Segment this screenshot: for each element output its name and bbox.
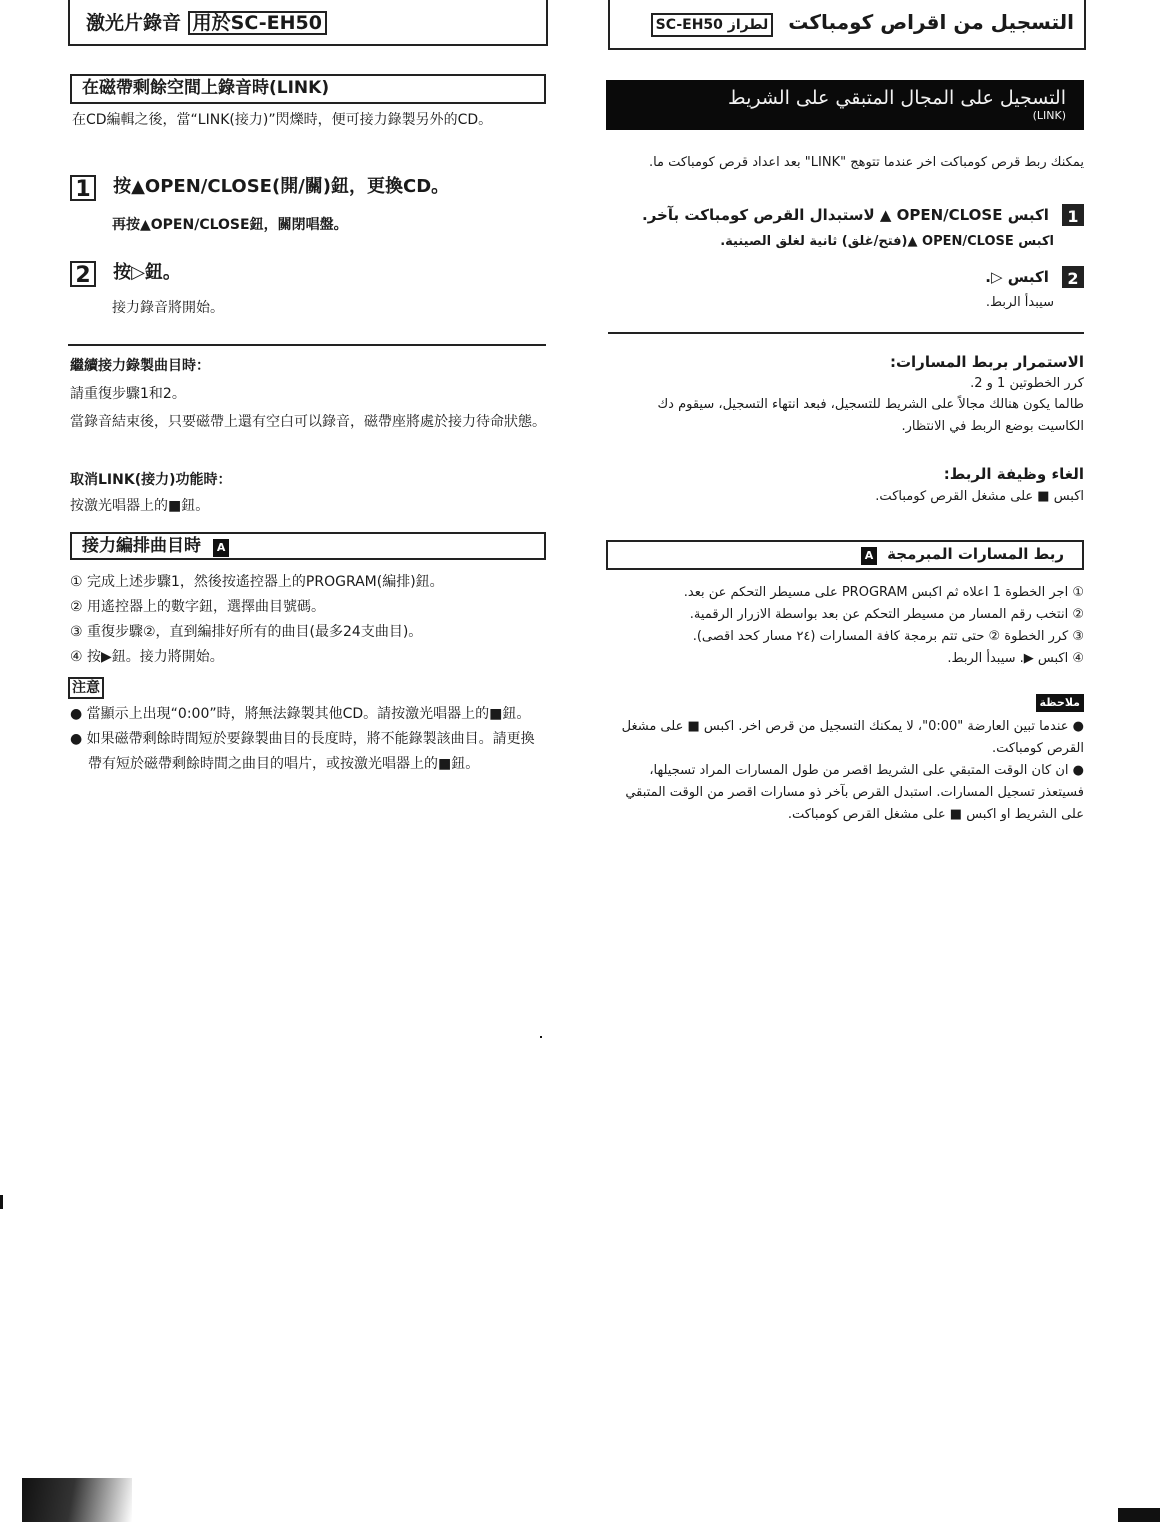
zh-header-title: 激光片錄音 xyxy=(86,12,182,34)
scan-corner-shadow xyxy=(22,1478,132,1522)
scan-edge-mark xyxy=(0,1195,3,1209)
ar-header-model: لطراز SC-EH50 xyxy=(651,13,774,37)
ar-continue-line2: طالما يكون هنالك مجالاً على الشريط للتسجيل، فبعد انتهاء التسجيل، سيقوم دك الكاسيت بوضع الربط في الانتظار. xyxy=(657,397,1084,434)
scan-corner-block xyxy=(1118,1508,1160,1522)
ar-section2-title: ربط المسارات المبرمجة xyxy=(887,545,1064,563)
ar-header xyxy=(651,10,1074,37)
zh-intro: 在CD編輯之後，當“LINK(接力)”閃爍時，便可接力錄製另外的CD。 xyxy=(72,112,493,128)
zh-prog-list xyxy=(70,570,548,670)
zh-continue-heading: 繼續接力錄製曲目時： xyxy=(70,358,210,374)
ar-continue-heading: الاستمرار بربط المسارات: xyxy=(889,353,1084,371)
zh-section2-badge: A xyxy=(213,539,230,557)
zh-cancel-text: 按激光唱器上的■鈕。 xyxy=(70,498,210,514)
ar-prog-item: ④ اكبس ▶. سيبدأ الربط. xyxy=(947,651,1084,666)
ar-prog-item: ① اجر الخطوة 1 اعلاه ثم اكبس PROGRAM على مسيطر التحكم عن بعد. xyxy=(683,585,1084,600)
ar-continue-line1: كرر الخطوتين 1 و 2. xyxy=(970,376,1084,391)
zh-note-label: 注意 xyxy=(68,677,104,699)
zh-step2-sub: 接力錄音將開始。 xyxy=(112,300,224,316)
zh-prog-item: ④ 按▶鈕。接力將開始。 xyxy=(70,649,224,665)
ar-step1 xyxy=(614,204,1084,226)
zh-note-item: ● 當顯示上出現“0:00”時，將無法錄製其他CD。請按激光唱器上的■鈕。 xyxy=(70,706,531,722)
zh-divider xyxy=(68,344,546,346)
ar-prog-item: ② انتخب رقم المسار من مسيطر التحكم عن بعد بواسطة الازرار الرقمية. xyxy=(689,607,1084,622)
ar-note-label: ملاحظة xyxy=(1036,694,1084,712)
ar-prog-item: ③ كرر الخطوة ② حتى تتم برمجة كافة المسارات (٢٤ مسار كحد اقصى). xyxy=(692,629,1084,644)
ar-notes xyxy=(614,716,1084,826)
ar-divider xyxy=(608,332,1084,334)
ar-step1-number: 1 xyxy=(1062,204,1084,226)
zh-section2-title: 接力編排曲目時 xyxy=(82,536,201,556)
zh-step1 xyxy=(70,172,548,201)
zh-note-item: ● 如果磁帶剩餘時間短於要錄製曲目的長度時，將不能錄製該曲目。請更換帶有短於磁帶剩餘時間之曲目的唱片，或按激光唱器上的■鈕。 xyxy=(70,731,535,772)
ar-intro: يمكنك ربط قرص كومباكت اخر عندما تتوهج "LINK" بعد اعداد قرص كومباكت ما. xyxy=(648,155,1084,170)
ar-banner xyxy=(606,80,1084,130)
zh-step1-number: 1 xyxy=(70,175,96,201)
ar-step2-main: اكبس ▷. xyxy=(985,267,1049,286)
zh-prog-item: ② 用遙控器上的數字鈕，選擇曲目號碼。 xyxy=(70,599,325,615)
ar-prog-list xyxy=(614,582,1084,670)
ar-step2-number: 2 xyxy=(1062,266,1084,288)
zh-cancel-heading: 取消LINK(接力)功能時： xyxy=(70,472,232,488)
zh-header xyxy=(86,8,327,35)
ar-banner-title: التسجيل على المجال المتبقي على الشريط xyxy=(728,87,1066,109)
zh-prog-item: ① 完成上述步驟1，然後按遙控器上的PROGRAM(編排)鈕。 xyxy=(70,574,444,590)
ar-section2-badge: A xyxy=(861,547,878,565)
zh-header-model: 用於SC-EH50 xyxy=(188,11,327,35)
ar-step1-sub: اكبس OPEN/CLOSE ▲(فتح/غلق) ثانية لغلق الصينية. xyxy=(720,234,1054,249)
ar-note-item: ● ان كان الوقت المتبقي على الشريط اقصر من طول المسارات المراد تسجيلها، فسيتعذر تسجيل المسارات. استبدل القرص بآخر ذو مسارات اقصر من الوقت المتبقي على الشريط او اكبس ■ على مشغل القرص كومباكت. xyxy=(625,763,1084,822)
scan-dot xyxy=(540,1036,542,1038)
zh-notes xyxy=(70,702,546,777)
zh-step2-main: 按▷鈕。 xyxy=(113,262,181,283)
ar-step1-main: اكبس OPEN/CLOSE ▲ لاستبدال القرص كومباكت بآخر. xyxy=(642,205,1049,224)
zh-continue-line1: 請重復步驟1和2。 xyxy=(70,386,186,402)
zh-step1-main: 按▲OPEN/CLOSE(開/關)鈕，更換CD。 xyxy=(113,176,450,197)
zh-continue-line2: 當錄音結束後，只要磁帶上還有空白可以錄音，磁帶座將處於接力待命狀態。 xyxy=(70,414,546,430)
zh-prog-item: ③ 重復步驟②，直到編排好所有的曲目(最多24支曲目)。 xyxy=(70,624,423,640)
ar-section2-box xyxy=(606,540,1084,570)
ar-banner-sub: (LINK) xyxy=(1032,109,1066,122)
zh-section2-box xyxy=(70,532,546,560)
ar-cancel-text: اكبس ■ على مشغل القرص كومباكت. xyxy=(875,489,1084,504)
ar-note-item: ● عندما تبين العارضة "0:00"، لا يمكنك التسجيل من قرص اخر. اكبس ■ على مشغل القرص كومباكت. xyxy=(621,719,1084,756)
zh-step2-number: 2 xyxy=(70,261,96,287)
zh-step2 xyxy=(70,258,548,287)
ar-cancel-heading: الغاء وظيفة الربط: xyxy=(943,465,1084,483)
ar-step2 xyxy=(614,266,1084,288)
ar-header-title: التسجيل من اقراص كومباكت xyxy=(788,10,1074,34)
zh-step1-sub: 再按▲OPEN/CLOSE鈕，關閉唱盤。 xyxy=(112,217,348,233)
zh-section1-title: 在磁帶剩餘空間上錄音時(LINK) xyxy=(70,74,546,104)
ar-step2-sub: سيبدأ الربط. xyxy=(985,295,1054,310)
